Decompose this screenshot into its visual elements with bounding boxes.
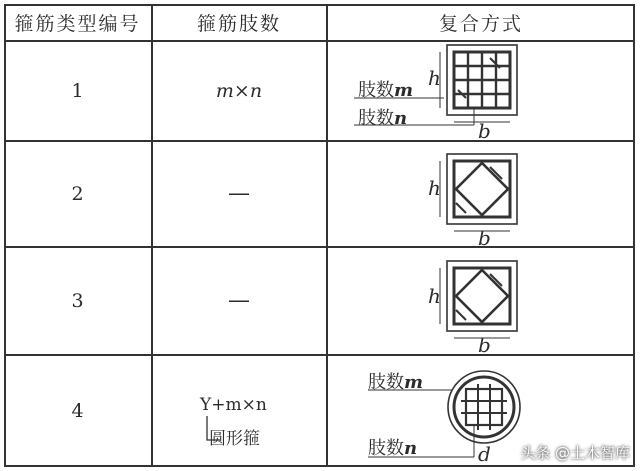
height-h-label: h	[428, 66, 441, 90]
legs-m-label: 肢数m	[358, 80, 414, 101]
width-b-label-3: b	[478, 333, 491, 357]
row-4-type-number: 4	[71, 400, 84, 422]
legs-n-label: 肢数n	[358, 108, 408, 129]
legs-n-label-circular: 肢数n	[368, 438, 418, 459]
watermark: 头条 @土木智库	[520, 444, 630, 462]
height-h-label-3: h	[428, 284, 441, 308]
diamond-stirrup-diagram-2	[440, 261, 517, 338]
stirrup-diagrams	[4, 4, 635, 467]
row-2-type-number: 2	[71, 182, 84, 205]
row-2-leg-count: —	[228, 181, 250, 206]
row-4-leg-formula: Y+m×n	[200, 395, 267, 415]
row-1-leg-count: m×n	[215, 79, 263, 102]
stirrup-type-table	[4, 4, 635, 467]
header-composite-method: 复合方式	[438, 12, 523, 35]
row-1-type-number: 1	[71, 79, 84, 102]
width-b-label-2: b	[478, 226, 491, 250]
diamond-stirrup-diagram	[440, 154, 517, 231]
row-3-leg-count: —	[228, 288, 250, 313]
row-4-circular-stirrup-label: 圆形箍	[209, 429, 260, 449]
height-h-label-2: h	[428, 176, 441, 200]
width-b-label: b	[478, 119, 491, 143]
diameter-d-label: d	[478, 442, 491, 466]
header-leg-count: 箍筋肢数	[196, 12, 281, 35]
row-3-type-number: 3	[71, 289, 84, 312]
header-type-number: 箍筋类型编号	[14, 12, 141, 35]
legs-m-label-circular: 肢数m	[368, 372, 424, 393]
